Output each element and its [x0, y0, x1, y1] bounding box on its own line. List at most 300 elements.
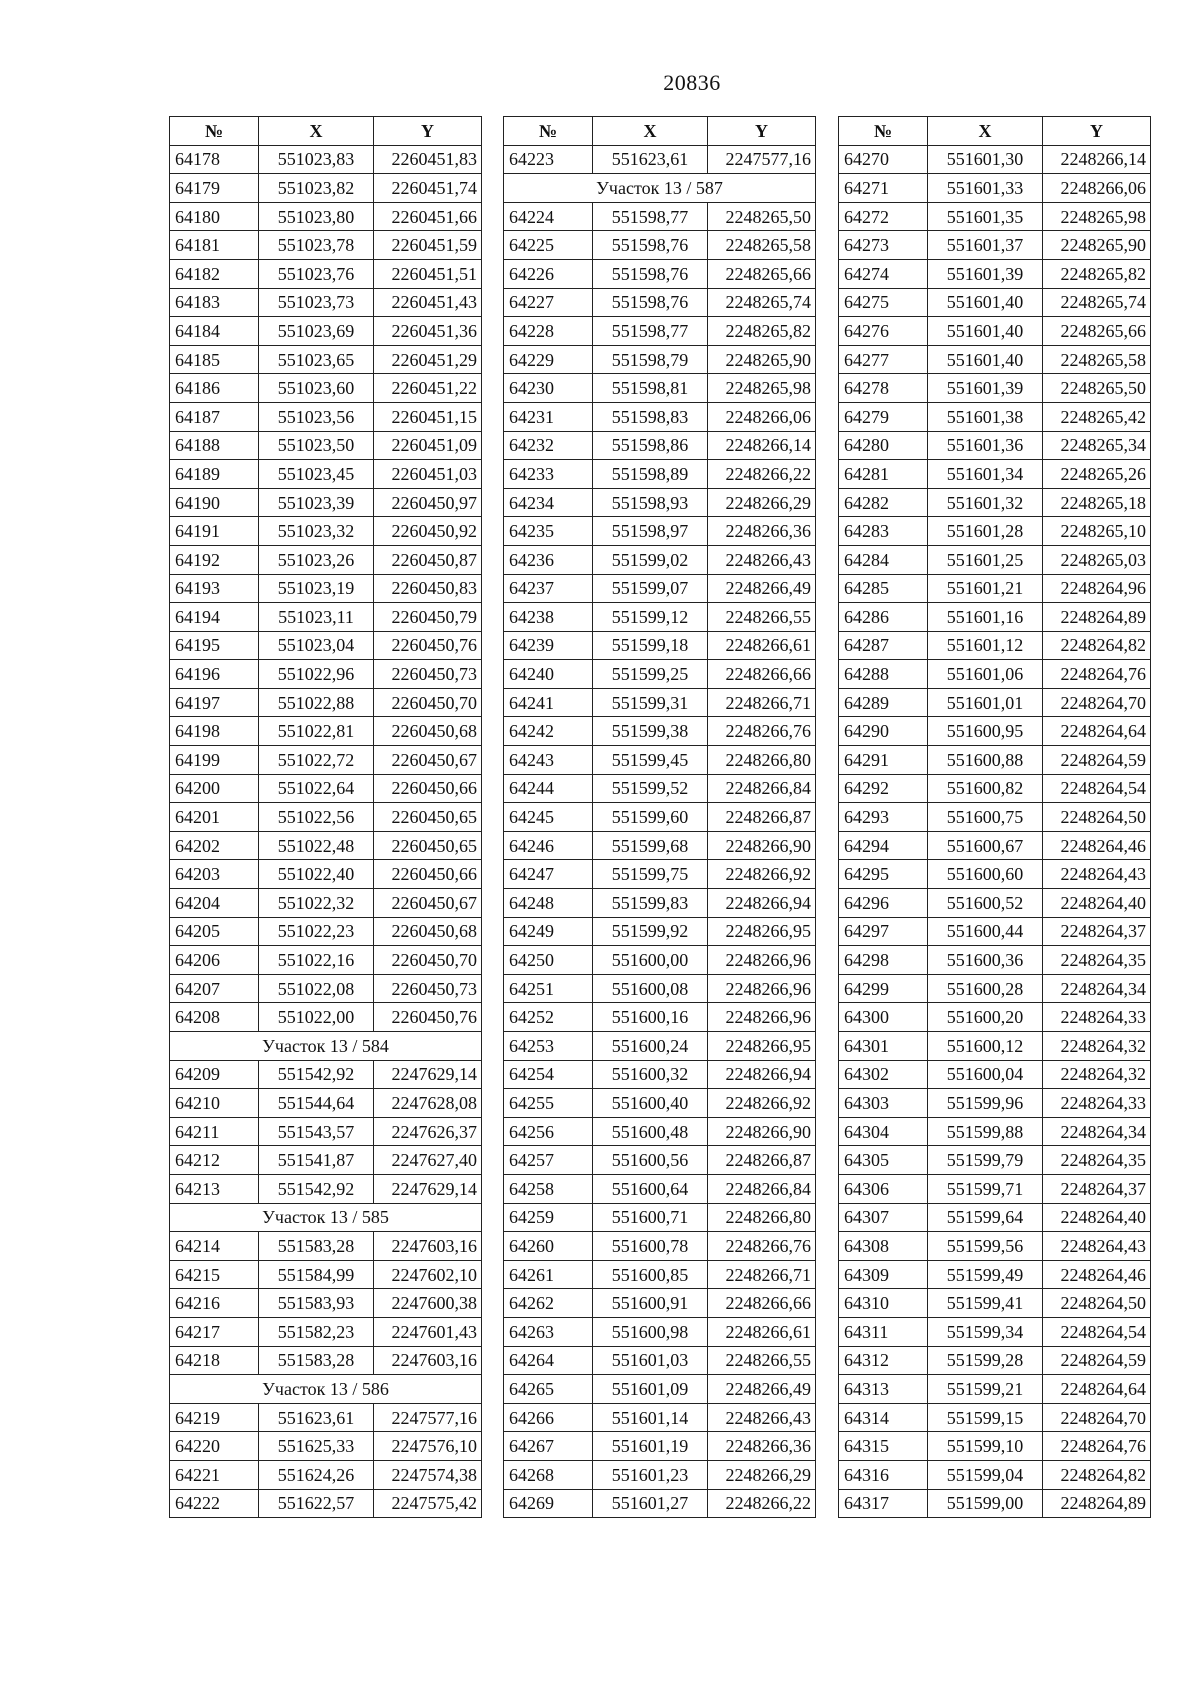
- point-number-cell: 64192: [170, 545, 259, 574]
- point-number-cell: 64182: [170, 259, 259, 288]
- y-coordinate-cell: 2260451,83: [374, 145, 482, 174]
- table-row: [504, 1489, 816, 1518]
- y-coordinate-cell: 2248264,33: [1043, 1089, 1151, 1118]
- table-row: [839, 460, 1151, 489]
- table-row: [170, 1117, 482, 1146]
- table-row: [170, 374, 482, 403]
- x-coordinate-cell: 551022,88: [259, 688, 374, 717]
- table-row: [504, 860, 816, 889]
- x-coordinate-cell: 551601,30: [928, 145, 1043, 174]
- table-row: [839, 1117, 1151, 1146]
- point-number-cell: 64251: [504, 974, 593, 1003]
- point-number-cell: 64247: [504, 860, 593, 889]
- table-row: [170, 1260, 482, 1289]
- y-coordinate-cell: 2248266,71: [708, 1260, 816, 1289]
- table-row: [839, 345, 1151, 374]
- point-number-cell: 64306: [839, 1174, 928, 1203]
- x-coordinate-cell: 551023,11: [259, 603, 374, 632]
- y-coordinate-cell: 2247601,43: [374, 1317, 482, 1346]
- table-row: [839, 1460, 1151, 1489]
- x-coordinate-cell: 551600,08: [593, 974, 708, 1003]
- point-number-cell: 64254: [504, 1060, 593, 1089]
- table-row: [839, 774, 1151, 803]
- point-number-cell: 64278: [839, 374, 928, 403]
- point-number-cell: 64221: [170, 1460, 259, 1489]
- y-coordinate-cell: 2248266,80: [708, 1203, 816, 1232]
- y-coordinate-cell: 2248265,74: [708, 288, 816, 317]
- y-coordinate-cell: 2248265,66: [1043, 317, 1151, 346]
- table-row: [170, 974, 482, 1003]
- point-number-cell: 64276: [839, 317, 928, 346]
- table-row: [170, 460, 482, 489]
- section-row: [504, 174, 816, 203]
- point-number-cell: 64250: [504, 946, 593, 975]
- x-coordinate-cell: 551622,57: [259, 1489, 374, 1518]
- x-coordinate-cell: 551599,96: [928, 1089, 1043, 1118]
- point-number-cell: 64185: [170, 345, 259, 374]
- y-coordinate-cell: 2248264,59: [1043, 1346, 1151, 1375]
- x-coordinate-cell: 551599,45: [593, 746, 708, 775]
- point-number-cell: 64262: [504, 1289, 593, 1318]
- point-number-cell: 64259: [504, 1203, 593, 1232]
- table-row: [839, 831, 1151, 860]
- point-number-cell: 64215: [170, 1260, 259, 1289]
- x-coordinate-cell: 551600,98: [593, 1317, 708, 1346]
- x-coordinate-cell: 551600,91: [593, 1289, 708, 1318]
- table-row: [504, 402, 816, 431]
- x-coordinate-cell: 551600,64: [593, 1174, 708, 1203]
- point-number-cell: 64245: [504, 803, 593, 832]
- point-number-cell: 64223: [504, 145, 593, 174]
- x-coordinate-cell: 551541,87: [259, 1146, 374, 1175]
- table-row: [839, 488, 1151, 517]
- point-number-cell: 64255: [504, 1089, 593, 1118]
- point-number-cell: 64300: [839, 1003, 928, 1032]
- table-row: [839, 259, 1151, 288]
- table-row: [839, 1317, 1151, 1346]
- table-row: [504, 1317, 816, 1346]
- x-coordinate-cell: 551599,71: [928, 1174, 1043, 1203]
- y-coordinate-cell: 2260451,36: [374, 317, 482, 346]
- y-coordinate-cell: 2248264,82: [1043, 1460, 1151, 1489]
- y-coordinate-cell: 2260451,15: [374, 402, 482, 431]
- point-number-cell: 64203: [170, 860, 259, 889]
- y-coordinate-cell: 2248264,34: [1043, 1117, 1151, 1146]
- section-row: [170, 1203, 482, 1232]
- y-coordinate-cell: 2248265,26: [1043, 460, 1151, 489]
- y-coordinate-cell: 2248266,43: [708, 545, 816, 574]
- point-number-cell: 64224: [504, 202, 593, 231]
- y-coordinate-cell: 2248266,95: [708, 917, 816, 946]
- x-coordinate-cell: 551599,10: [928, 1432, 1043, 1461]
- x-coordinate-cell: 551600,52: [928, 889, 1043, 918]
- x-coordinate-cell: 551599,52: [593, 774, 708, 803]
- y-coordinate-cell: 2260451,09: [374, 431, 482, 460]
- table-row: [504, 803, 816, 832]
- table-row: [504, 1460, 816, 1489]
- table-row: [839, 1432, 1151, 1461]
- y-coordinate-cell: 2248265,82: [1043, 259, 1151, 288]
- x-coordinate-cell: 551599,92: [593, 917, 708, 946]
- y-coordinate-cell: 2248266,96: [708, 946, 816, 975]
- x-coordinate-cell: 551600,20: [928, 1003, 1043, 1032]
- table-row: [170, 1232, 482, 1261]
- point-number-cell: 64257: [504, 1146, 593, 1175]
- table-row: [504, 889, 816, 918]
- table-row: [839, 288, 1151, 317]
- y-coordinate-cell: 2248266,61: [708, 1317, 816, 1346]
- x-coordinate-cell: 551623,61: [259, 1403, 374, 1432]
- x-coordinate-cell: 551601,40: [928, 288, 1043, 317]
- point-number-cell: 64232: [504, 431, 593, 460]
- y-coordinate-cell: 2260450,73: [374, 974, 482, 1003]
- y-coordinate-cell: 2248266,71: [708, 688, 816, 717]
- y-coordinate-cell: 2248264,50: [1043, 1289, 1151, 1318]
- point-number-cell: 64210: [170, 1089, 259, 1118]
- y-coordinate-cell: 2248265,98: [1043, 202, 1151, 231]
- header-x: X: [259, 117, 374, 146]
- x-coordinate-cell: 551599,64: [928, 1203, 1043, 1232]
- header-y: Y: [1043, 117, 1151, 146]
- x-coordinate-cell: 551023,73: [259, 288, 374, 317]
- point-number-cell: 64195: [170, 631, 259, 660]
- x-coordinate-cell: 551022,40: [259, 860, 374, 889]
- point-number-cell: 64267: [504, 1432, 593, 1461]
- table-row: [504, 746, 816, 775]
- header-x: X: [928, 117, 1043, 146]
- x-coordinate-cell: 551598,76: [593, 288, 708, 317]
- x-coordinate-cell: 551599,56: [928, 1232, 1043, 1261]
- point-number-cell: 64191: [170, 517, 259, 546]
- x-coordinate-cell: 551600,00: [593, 946, 708, 975]
- point-number-cell: 64220: [170, 1432, 259, 1461]
- point-number-cell: 64188: [170, 431, 259, 460]
- y-coordinate-cell: 2248264,54: [1043, 1317, 1151, 1346]
- y-coordinate-cell: 2248266,96: [708, 1003, 816, 1032]
- x-coordinate-cell: 551601,34: [928, 460, 1043, 489]
- x-coordinate-cell: 551624,26: [259, 1460, 374, 1489]
- point-number-cell: 64275: [839, 288, 928, 317]
- point-number-cell: 64270: [839, 145, 928, 174]
- table-row: [170, 1060, 482, 1089]
- table-row: [839, 803, 1151, 832]
- y-coordinate-cell: 2260450,70: [374, 946, 482, 975]
- y-coordinate-cell: 2248264,70: [1043, 688, 1151, 717]
- y-coordinate-cell: 2260450,67: [374, 889, 482, 918]
- y-coordinate-cell: 2248266,87: [708, 1146, 816, 1175]
- point-number-cell: 64282: [839, 488, 928, 517]
- table-row: [504, 374, 816, 403]
- table-row: [504, 1432, 816, 1461]
- x-coordinate-cell: 551598,86: [593, 431, 708, 460]
- table-row: [839, 746, 1151, 775]
- table-row: [170, 402, 482, 431]
- x-coordinate-cell: 551601,36: [928, 431, 1043, 460]
- table-row: [504, 974, 816, 1003]
- table-row: [504, 1146, 816, 1175]
- x-coordinate-cell: 551601,27: [593, 1489, 708, 1518]
- table-row: [504, 288, 816, 317]
- x-coordinate-cell: 551023,76: [259, 259, 374, 288]
- point-number-cell: 64246: [504, 831, 593, 860]
- point-number-cell: 64313: [839, 1375, 928, 1404]
- point-number-cell: 64284: [839, 545, 928, 574]
- y-coordinate-cell: 2248264,89: [1043, 1489, 1151, 1518]
- x-coordinate-cell: 551599,02: [593, 545, 708, 574]
- x-coordinate-cell: 551023,39: [259, 488, 374, 517]
- y-coordinate-cell: 2247575,42: [374, 1489, 482, 1518]
- point-number-cell: 64269: [504, 1489, 593, 1518]
- x-coordinate-cell: 551599,28: [928, 1346, 1043, 1375]
- x-coordinate-cell: 551542,92: [259, 1060, 374, 1089]
- point-number-cell: 64299: [839, 974, 928, 1003]
- point-number-cell: 64244: [504, 774, 593, 803]
- x-coordinate-cell: 551601,39: [928, 374, 1043, 403]
- point-number-cell: 64298: [839, 946, 928, 975]
- y-coordinate-cell: 2248264,59: [1043, 746, 1151, 775]
- x-coordinate-cell: 551022,64: [259, 774, 374, 803]
- table-row: [839, 1260, 1151, 1289]
- point-number-cell: 64292: [839, 774, 928, 803]
- table-row: [839, 631, 1151, 660]
- y-coordinate-cell: 2248264,64: [1043, 1375, 1151, 1404]
- header-number: №: [170, 117, 259, 146]
- point-number-cell: 64207: [170, 974, 259, 1003]
- table-row: [504, 317, 816, 346]
- table-row: [839, 603, 1151, 632]
- table-row: [839, 889, 1151, 918]
- header-x: X: [593, 117, 708, 146]
- x-coordinate-cell: 551584,99: [259, 1260, 374, 1289]
- table-row: [839, 202, 1151, 231]
- x-coordinate-cell: 551601,38: [928, 402, 1043, 431]
- point-number-cell: 64311: [839, 1317, 928, 1346]
- x-coordinate-cell: 551598,77: [593, 202, 708, 231]
- table-row: [839, 1289, 1151, 1318]
- y-coordinate-cell: 2248264,34: [1043, 974, 1151, 1003]
- table-row: [170, 631, 482, 660]
- table-row: [839, 1174, 1151, 1203]
- x-coordinate-cell: 551601,40: [928, 345, 1043, 374]
- x-coordinate-cell: 551598,81: [593, 374, 708, 403]
- x-coordinate-cell: 551599,38: [593, 717, 708, 746]
- point-number-cell: 64179: [170, 174, 259, 203]
- y-coordinate-cell: 2248265,50: [1043, 374, 1151, 403]
- header-y: Y: [374, 117, 482, 146]
- point-number-cell: 64279: [839, 402, 928, 431]
- x-coordinate-cell: 551022,00: [259, 1003, 374, 1032]
- y-coordinate-cell: 2260450,73: [374, 660, 482, 689]
- point-number-cell: 64226: [504, 259, 593, 288]
- y-coordinate-cell: 2248266,36: [708, 517, 816, 546]
- table-row: [839, 1489, 1151, 1518]
- table-row: [504, 460, 816, 489]
- coordinates-table-3: [838, 116, 1151, 1518]
- point-number-cell: 64211: [170, 1117, 259, 1146]
- table-header-row: [170, 117, 482, 146]
- point-number-cell: 64227: [504, 288, 593, 317]
- y-coordinate-cell: 2248265,66: [708, 259, 816, 288]
- x-coordinate-cell: 551600,71: [593, 1203, 708, 1232]
- y-coordinate-cell: 2248264,96: [1043, 574, 1151, 603]
- x-coordinate-cell: 551600,04: [928, 1060, 1043, 1089]
- table-row: [504, 231, 816, 260]
- table-row: [170, 1089, 482, 1118]
- x-coordinate-cell: 551022,81: [259, 717, 374, 746]
- y-coordinate-cell: 2248266,29: [708, 488, 816, 517]
- x-coordinate-cell: 551601,03: [593, 1346, 708, 1375]
- table-row: [170, 545, 482, 574]
- table-row: [170, 231, 482, 260]
- point-number-cell: 64225: [504, 231, 593, 260]
- x-coordinate-cell: 551600,48: [593, 1117, 708, 1146]
- x-coordinate-cell: 551600,88: [928, 746, 1043, 775]
- x-coordinate-cell: 551623,61: [593, 145, 708, 174]
- x-coordinate-cell: 551583,28: [259, 1232, 374, 1261]
- x-coordinate-cell: 551022,96: [259, 660, 374, 689]
- point-number-cell: 64202: [170, 831, 259, 860]
- x-coordinate-cell: 551543,57: [259, 1117, 374, 1146]
- y-coordinate-cell: 2260450,97: [374, 488, 482, 517]
- point-number-cell: 64263: [504, 1317, 593, 1346]
- y-coordinate-cell: 2248266,55: [708, 1346, 816, 1375]
- y-coordinate-cell: 2247600,38: [374, 1289, 482, 1318]
- point-number-cell: 64309: [839, 1260, 928, 1289]
- x-coordinate-cell: 551600,56: [593, 1146, 708, 1175]
- x-coordinate-cell: 551600,36: [928, 946, 1043, 975]
- table-row: [504, 517, 816, 546]
- x-coordinate-cell: 551598,77: [593, 317, 708, 346]
- x-coordinate-cell: 551599,18: [593, 631, 708, 660]
- y-coordinate-cell: 2248264,37: [1043, 917, 1151, 946]
- y-coordinate-cell: 2248266,06: [708, 402, 816, 431]
- point-number-cell: 64209: [170, 1060, 259, 1089]
- x-coordinate-cell: 551601,01: [928, 688, 1043, 717]
- y-coordinate-cell: 2248264,89: [1043, 603, 1151, 632]
- table-row: [170, 688, 482, 717]
- point-number-cell: 64304: [839, 1117, 928, 1146]
- y-coordinate-cell: 2248265,18: [1043, 488, 1151, 517]
- y-coordinate-cell: 2260450,76: [374, 1003, 482, 1032]
- y-coordinate-cell: 2260451,66: [374, 202, 482, 231]
- table-row: [839, 431, 1151, 460]
- y-coordinate-cell: 2248265,90: [708, 345, 816, 374]
- point-number-cell: 64181: [170, 231, 259, 260]
- y-coordinate-cell: 2260451,59: [374, 231, 482, 260]
- x-coordinate-cell: 551600,24: [593, 1032, 708, 1061]
- table-row: [839, 946, 1151, 975]
- table-row: [504, 1003, 816, 1032]
- table-row: [170, 603, 482, 632]
- table-row: [839, 1375, 1151, 1404]
- table-row: [839, 231, 1151, 260]
- table-row: [170, 431, 482, 460]
- table-row: [170, 1432, 482, 1461]
- point-number-cell: 64272: [839, 202, 928, 231]
- x-coordinate-cell: 551599,68: [593, 831, 708, 860]
- x-coordinate-cell: 551598,76: [593, 231, 708, 260]
- table-row: [839, 402, 1151, 431]
- x-coordinate-cell: 551023,50: [259, 431, 374, 460]
- x-coordinate-cell: 551600,60: [928, 860, 1043, 889]
- point-number-cell: 64252: [504, 1003, 593, 1032]
- point-number-cell: 64194: [170, 603, 259, 632]
- x-coordinate-cell: 551598,89: [593, 460, 708, 489]
- point-number-cell: 64198: [170, 717, 259, 746]
- x-coordinate-cell: 551625,33: [259, 1432, 374, 1461]
- point-number-cell: 64286: [839, 603, 928, 632]
- x-coordinate-cell: 551600,82: [928, 774, 1043, 803]
- y-coordinate-cell: 2248265,10: [1043, 517, 1151, 546]
- table-row: [170, 746, 482, 775]
- y-coordinate-cell: 2248264,40: [1043, 1203, 1151, 1232]
- table-row: [170, 345, 482, 374]
- x-coordinate-cell: 551601,06: [928, 660, 1043, 689]
- point-number-cell: 64256: [504, 1117, 593, 1146]
- y-coordinate-cell: 2248266,95: [708, 1032, 816, 1061]
- table-row: [170, 488, 482, 517]
- y-coordinate-cell: 2260451,74: [374, 174, 482, 203]
- table-row: [170, 946, 482, 975]
- point-number-cell: 64297: [839, 917, 928, 946]
- x-coordinate-cell: 551023,56: [259, 402, 374, 431]
- y-coordinate-cell: 2260450,70: [374, 688, 482, 717]
- y-coordinate-cell: 2248264,40: [1043, 889, 1151, 918]
- point-number-cell: 64317: [839, 1489, 928, 1518]
- y-coordinate-cell: 2248266,76: [708, 1232, 816, 1261]
- y-coordinate-cell: 2248266,87: [708, 803, 816, 832]
- point-number-cell: 64236: [504, 545, 593, 574]
- point-number-cell: 64287: [839, 631, 928, 660]
- y-coordinate-cell: 2247577,16: [374, 1403, 482, 1432]
- table-row: [839, 374, 1151, 403]
- x-coordinate-cell: 551600,78: [593, 1232, 708, 1261]
- y-coordinate-cell: 2248266,29: [708, 1460, 816, 1489]
- point-number-cell: 64206: [170, 946, 259, 975]
- table-row: [839, 974, 1151, 1003]
- y-coordinate-cell: 2248266,92: [708, 1089, 816, 1118]
- point-number-cell: 64301: [839, 1032, 928, 1061]
- table-row: [504, 1174, 816, 1203]
- table-row: [839, 1232, 1151, 1261]
- x-coordinate-cell: 551023,78: [259, 231, 374, 260]
- point-number-cell: 64285: [839, 574, 928, 603]
- point-number-cell: 64291: [839, 746, 928, 775]
- y-coordinate-cell: 2247627,40: [374, 1146, 482, 1175]
- table-row: [170, 1346, 482, 1375]
- table-row: [504, 1232, 816, 1261]
- point-number-cell: 64234: [504, 488, 593, 517]
- y-coordinate-cell: 2248265,98: [708, 374, 816, 403]
- point-number-cell: 64243: [504, 746, 593, 775]
- table-row: [839, 174, 1151, 203]
- table-row: [504, 1346, 816, 1375]
- table-row: [504, 1260, 816, 1289]
- table-row: [170, 1403, 482, 1432]
- point-number-cell: 64302: [839, 1060, 928, 1089]
- x-coordinate-cell: 551022,32: [259, 889, 374, 918]
- point-number-cell: 64190: [170, 488, 259, 517]
- point-number-cell: 64201: [170, 803, 259, 832]
- table-row: [504, 1060, 816, 1089]
- y-coordinate-cell: 2248264,33: [1043, 1003, 1151, 1032]
- table-row: [504, 1289, 816, 1318]
- y-coordinate-cell: 2248266,90: [708, 831, 816, 860]
- x-coordinate-cell: 551600,75: [928, 803, 1043, 832]
- table-row: [170, 717, 482, 746]
- x-coordinate-cell: 551600,85: [593, 1260, 708, 1289]
- point-number-cell: 64187: [170, 402, 259, 431]
